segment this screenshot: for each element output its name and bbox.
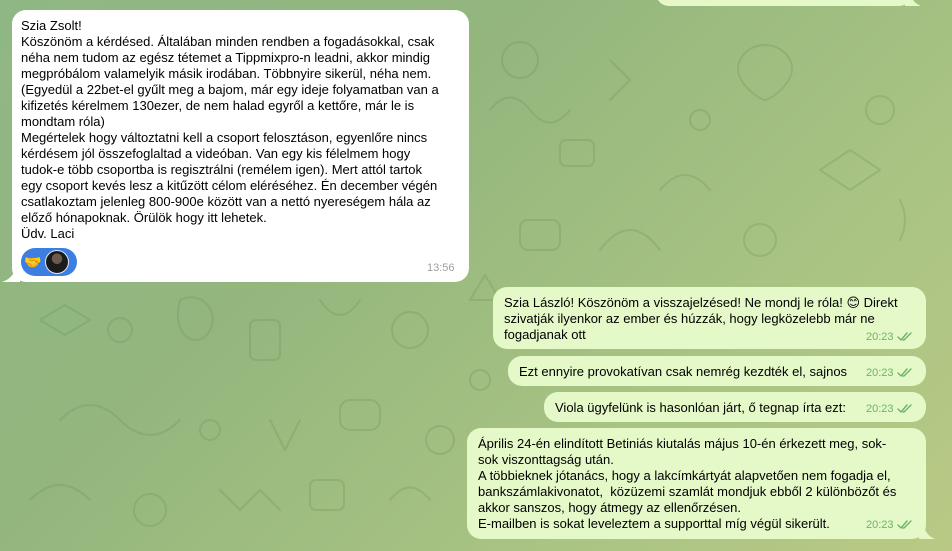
outgoing-message-meta [866, 367, 913, 379]
double-check-icon [897, 404, 913, 414]
avatar [45, 250, 69, 274]
outgoing-message-cropped [656, 0, 912, 6]
message-time: 20:23 [866, 367, 894, 379]
handshake-icon: 🤝 [24, 254, 42, 270]
message-time: 20:23 [866, 519, 894, 531]
outgoing-message-meta [866, 403, 913, 415]
message-time: 13:56 [427, 262, 455, 274]
outgoing-message [467, 428, 926, 539]
message-time: 20:23 [866, 331, 894, 343]
outgoing-message [493, 287, 926, 349]
message-time: 20:23 [866, 403, 894, 415]
outgoing-bubble-tail-icon [905, 0, 923, 6]
incoming-message-text: Szia Zsolt! Köszönöm a kérdésed. Általában minden rendben a fogadásokkal, csak néha nem tudom az egész tétemet a Tippmixpro-n leadni, akkor mindig megpróbálom valamelyik másik irodában. Többnyire sikerül, néha nem. (Egyedül a 22bet-el gyűlt meg a bajom, már egy ideje folyamatban van a kifizetés kérelmem 130ezer, de nem halad egyről a kettőre, már le is mondtam róla) Megértelek hogy változtatni kell a csoport felosztáson, egyenlőre nincs kérdésem jól összefoglaltad a videóban. Van egy kis félelmem hogy tudok-e több csoportba is regisztrálni (remélem igen). Mert attól tartok egy csoport kevés lesz a kitűzött célom eléréséhez. Én december végén csatlakoztam jelenleg 800-900e között van a nettó nyereségem hála az előző hónapoknak. Örülök hogy itt lehetek. Üdv. Laci [21, 18, 439, 241]
outgoing-message-meta [866, 519, 913, 531]
double-check-icon [897, 368, 913, 378]
outgoing-message-meta [866, 331, 913, 343]
outgoing-message-text: Viola ügyfelünk is hasonlóan járt, ő tegnap írta ezt: [555, 400, 847, 415]
double-check-icon [897, 520, 913, 530]
incoming-message-time [427, 262, 455, 274]
outgoing-message-text: Szia László! Köszönöm a visszajelzésed! Ne mondj le róla! 😊 Direkt szivatják ilyenkor az ember és húzzák, hogy legközelebb már ne fogadjanak ott [504, 295, 898, 342]
outgoing-message [508, 356, 926, 386]
reaction-pill[interactable] [21, 248, 77, 276]
outgoing-message-text: Április 24-én elindított Betiniás kiutalás május 10-én érkezett meg, sok- sok viszonttagság után. A többieknek jótanács, hogy a lakcímkártyát alapvetően nem fogadja el, bankszámlakivonatot, közüzemi szamlát mondjuk ebből 2 különbözőt és akkor sanszos, hogy átmegy az ellenőrzésen. E-mailben is sokat leveleztem a supporttal míg végül sikerült. [478, 436, 897, 531]
incoming-message [12, 10, 469, 282]
double-check-icon [897, 332, 913, 342]
outgoing-message-text: Ezt ennyire provokatívan csak nemrég kezdték el, sajnos [519, 364, 848, 379]
incoming-bubble-tail-icon [2, 266, 20, 282]
outgoing-bubble-tail-icon [919, 523, 937, 539]
